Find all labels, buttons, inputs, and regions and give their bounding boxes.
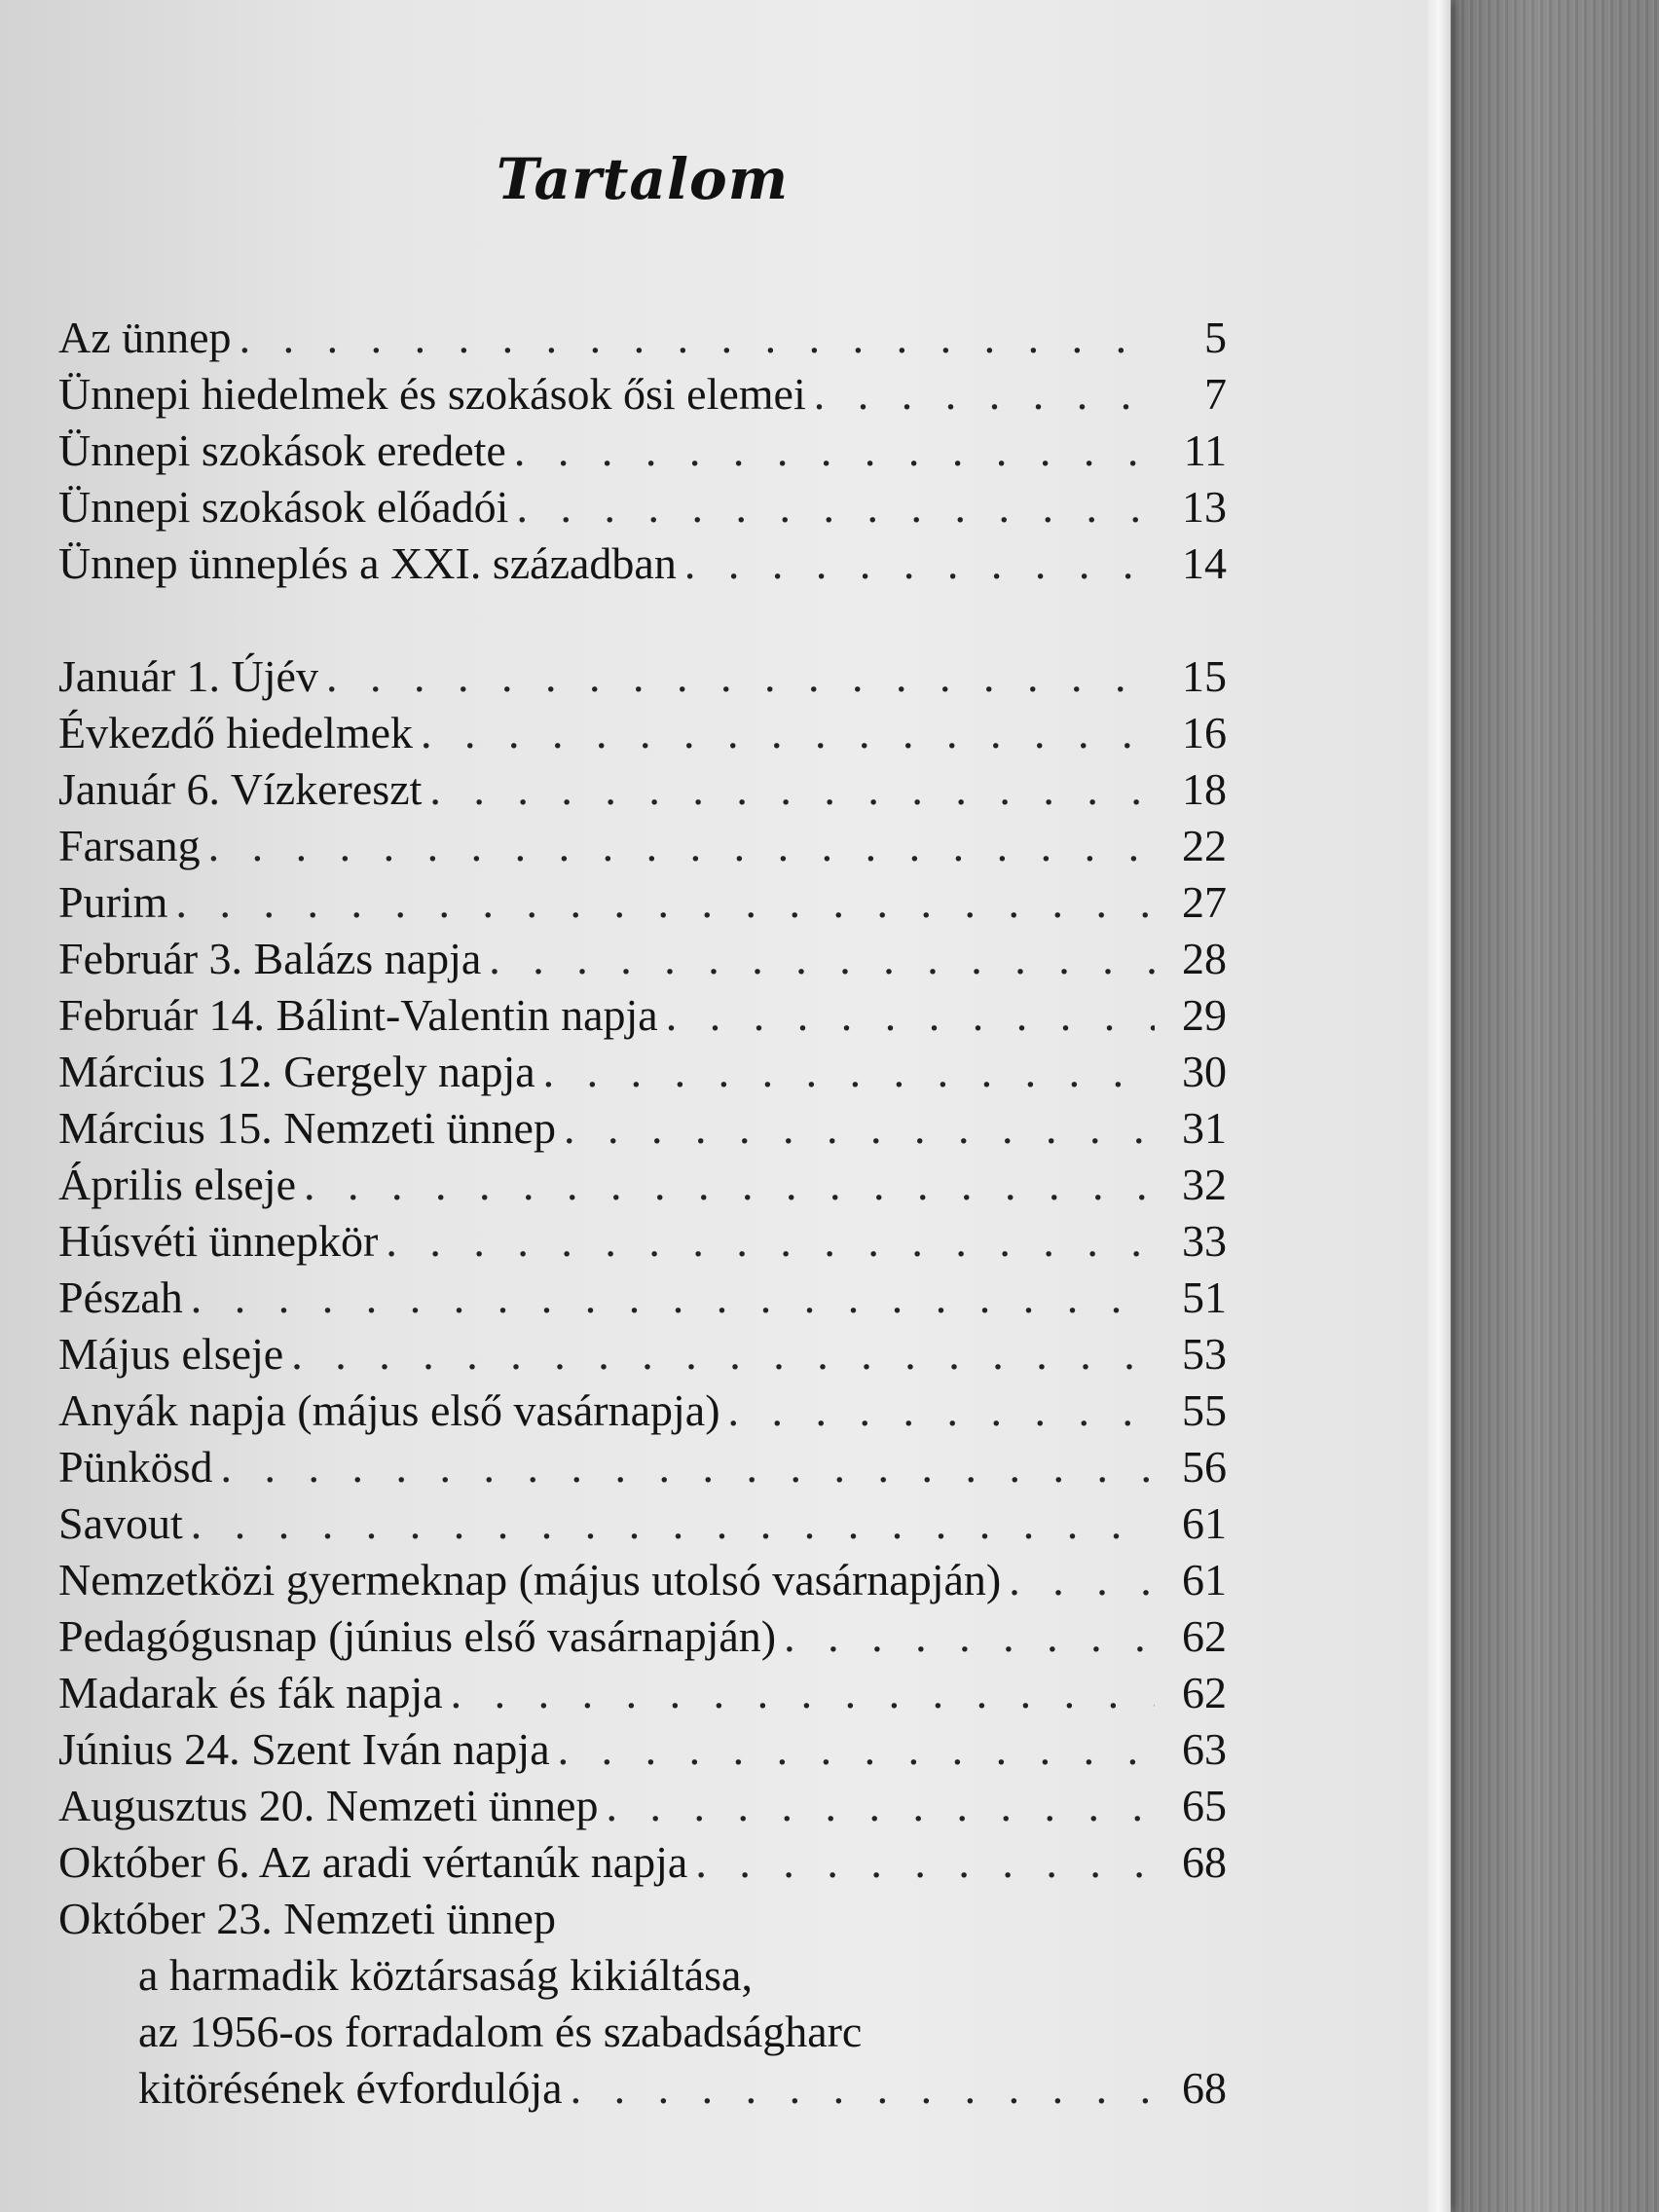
toc-entry-page: 55 [1182, 1385, 1227, 1435]
dot-leader [240, 310, 1155, 366]
dot-leader [558, 1721, 1155, 1778]
toc-entry-page: 11 [1183, 425, 1227, 475]
toc-entry-label: Pedagógusnap (június első vasárnapján) [58, 1611, 777, 1661]
toc-entry [58, 705, 1227, 761]
toc-entry-label: Az ünnep [58, 313, 232, 362]
toc-entry-label: Ünnepi hiedelmek és szokások ősi elemei [58, 369, 806, 419]
toc-entry [58, 310, 1227, 366]
toc-entry-label: Ünnep ünneplés a XXI. században [58, 538, 677, 588]
dot-leader [606, 1778, 1155, 1834]
toc-entry [58, 1270, 1227, 1326]
toc-entry-label: Június 24. Szent Iván napja [58, 1724, 550, 1774]
toc-entry-page: 27 [1182, 877, 1227, 927]
toc-entry-label: Évkezdő hiedelmek [58, 708, 414, 757]
toc-entry-page: 63 [1182, 1724, 1227, 1774]
toc-entry-page: 53 [1182, 1329, 1227, 1379]
toc-entry-page: 28 [1182, 934, 1227, 983]
toc-entry-page: 33 [1182, 1216, 1227, 1266]
dot-leader [814, 366, 1155, 423]
toc-entry [58, 1100, 1227, 1157]
toc-entry-page: 18 [1182, 764, 1227, 814]
dot-leader [728, 1382, 1155, 1439]
toc-entry [58, 1213, 1227, 1270]
toc-entry [58, 987, 1227, 1044]
toc-entry-label: Pünkösd [58, 1442, 213, 1492]
toc-entry-label: Április elseje [58, 1160, 296, 1209]
dot-leader [175, 874, 1155, 931]
toc-entry [58, 366, 1227, 423]
dot-leader [684, 535, 1155, 592]
toc-entry [58, 1382, 1227, 1439]
toc-entry-multiline-line3 [58, 2004, 1227, 2060]
dot-leader [220, 1439, 1155, 1495]
dot-leader [666, 987, 1155, 1044]
toc-entry [58, 423, 1227, 479]
toc-entry-page: 61 [1182, 1555, 1227, 1604]
dot-leader [564, 1100, 1155, 1157]
toc-entry [58, 1665, 1227, 1721]
toc-entry-label: Február 14. Bálint-Valentin napja [58, 990, 658, 1040]
toc-entry-label: Augusztus 20. Nemzeti ünnep [58, 1781, 599, 1830]
toc-entry-label: Madarak és fák napja [58, 1668, 443, 1717]
toc-entry [58, 1495, 1227, 1552]
toc-entry [58, 1157, 1227, 1213]
toc-entry-label: Október 23. Nemzeti ünnep [58, 1894, 556, 1943]
dot-leader [429, 761, 1155, 818]
toc-entry-page: 15 [1182, 651, 1227, 701]
dot-leader [543, 1044, 1155, 1100]
toc-entry-label: kitörésének évfordulója [138, 2063, 563, 2113]
toc-entry-label: Savout [58, 1498, 183, 1548]
dot-leader [421, 705, 1155, 761]
toc-entry [58, 648, 1227, 705]
toc-entry [58, 874, 1227, 931]
dot-leader [208, 818, 1155, 874]
toc-entry-label: Január 6. Vízkereszt [58, 764, 423, 814]
dot-leader [386, 1213, 1155, 1270]
toc-entry-multiline-line1 [58, 1891, 1227, 1947]
toc-entry [58, 1834, 1227, 1891]
toc-entry [58, 1778, 1227, 1834]
toc-entry-label: Pészah [58, 1272, 183, 1322]
toc-entry-label: Január 1. Újév [58, 651, 318, 701]
toc-entry-label: Nemzetközi gyermeknap (május utolsó vasárnapján) [58, 1555, 1002, 1604]
toc-entry [58, 479, 1227, 535]
page-title: Tartalom [496, 146, 790, 212]
dot-leader [451, 1665, 1155, 1721]
toc-entry-page: 13 [1182, 482, 1227, 532]
toc-entry-page: 62 [1182, 1611, 1227, 1661]
toc-entry-page: 5 [1204, 313, 1227, 362]
toc-entry-page: 62 [1182, 1668, 1227, 1717]
dot-leader [695, 1834, 1155, 1891]
toc-entry-label: az 1956-os forradalom és szabadságharc [138, 2007, 863, 2056]
toc-entry-label: a harmadik köztársaság kikiáltása, [138, 1950, 753, 2000]
dot-leader [514, 423, 1155, 479]
section-gap [58, 592, 1227, 648]
toc-entry-label: Húsvéti ünnepkör [58, 1216, 379, 1266]
toc-entry-page: 30 [1182, 1047, 1227, 1096]
toc-entry-label: Ünnepi szokások előadói [58, 482, 509, 532]
toc-entry-page: 68 [1182, 2063, 1227, 2113]
toc-entry-page: 29 [1182, 990, 1227, 1040]
toc-entry-page: 68 [1182, 1837, 1227, 1887]
toc-entry-label: Ünnepi szokások eredete [58, 425, 506, 475]
toc-entry [58, 1326, 1227, 1382]
dot-leader [516, 479, 1155, 535]
toc-entry-label: Február 3. Balázs napja [58, 934, 482, 983]
toc-entry-label: Május elseje [58, 1329, 284, 1379]
dot-leader [191, 1495, 1155, 1552]
toc-entry [58, 818, 1227, 874]
toc-entry [58, 1044, 1227, 1100]
toc-entry-multiline-line2 [58, 1947, 1227, 2004]
toc-entry-page: 56 [1182, 1442, 1227, 1492]
toc-entry [58, 1439, 1227, 1495]
toc-entry [58, 1608, 1227, 1665]
dot-leader [191, 1270, 1155, 1326]
toc-entry-page: 65 [1182, 1781, 1227, 1830]
toc-entry-page: 22 [1182, 821, 1227, 870]
dot-leader [489, 931, 1155, 987]
dot-leader [304, 1157, 1155, 1213]
dot-leader [571, 2060, 1155, 2117]
toc-entry-page: 31 [1182, 1103, 1227, 1153]
toc-entry [58, 535, 1227, 592]
toc-entry-label: Farsang [58, 821, 201, 870]
toc-entry-label: Október 6. Az aradi vértanúk napja [58, 1837, 688, 1887]
toc-entry-label: Március 12. Gergely napja [58, 1047, 535, 1096]
toc-entry-label: Anyák napja (május első vasárnapja) [58, 1385, 720, 1435]
toc-entry-page: 61 [1182, 1498, 1227, 1548]
toc-entry [58, 1552, 1227, 1608]
toc-entry-page: 7 [1204, 369, 1227, 419]
page-edge [1427, 0, 1451, 2212]
toc-entry-page: 14 [1182, 538, 1227, 588]
toc-entry-label: Purim [58, 877, 168, 927]
toc-entry-page: 51 [1182, 1272, 1227, 1322]
table-of-contents [58, 310, 1227, 2117]
toc-entry-multiline-line4 [58, 2060, 1227, 2117]
dot-leader [784, 1608, 1155, 1665]
dot-leader [291, 1326, 1155, 1382]
dot-leader [1009, 1552, 1155, 1608]
toc-entry-label: Március 15. Nemzeti ünnep [58, 1103, 556, 1153]
toc-entry [58, 761, 1227, 818]
toc-entry [58, 1721, 1227, 1778]
toc-entry-page: 16 [1182, 708, 1227, 757]
dot-leader [326, 648, 1155, 705]
wooden-background [1451, 0, 1659, 2212]
toc-entry [58, 931, 1227, 987]
toc-entry-page: 32 [1182, 1160, 1227, 1209]
